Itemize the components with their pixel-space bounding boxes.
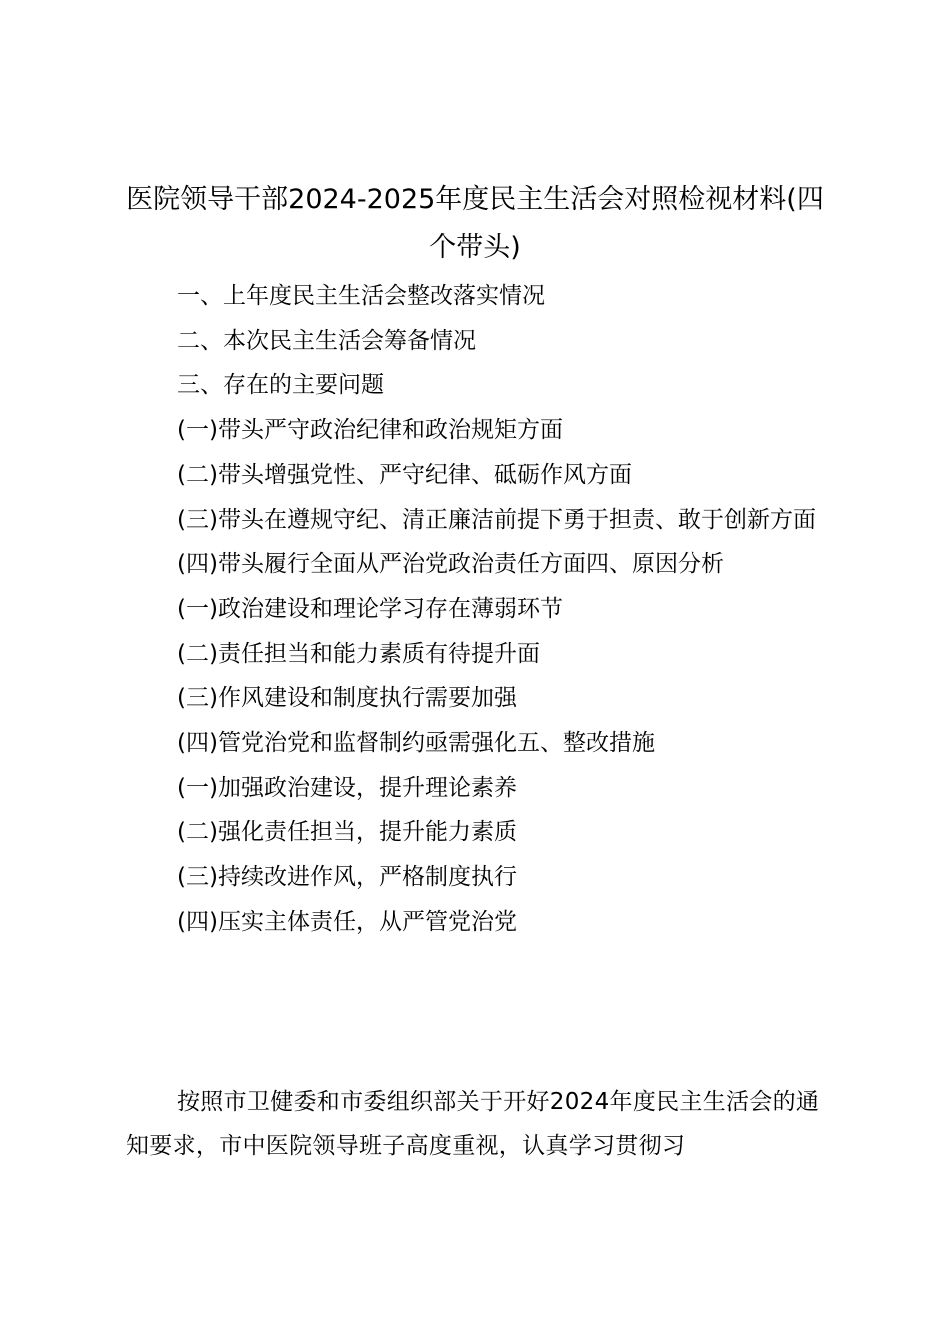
- outline-item: (二)带头增强党性、严守纪律、砥砺作风方面: [177, 461, 632, 488]
- outline-item: (二)强化责任担当，提升能力素质: [177, 819, 517, 846]
- outline-list: [126, 274, 826, 945]
- outline-item: 二、本次民主生活会筹备情况: [177, 327, 476, 354]
- outline-item: (四)压实主体责任，从严管党治党: [177, 908, 517, 935]
- outline-item: (四)带头履行全面从严治党政治责任方面四、原因分析: [177, 551, 724, 578]
- outline-item: (一)带头严守政治纪律和政治规矩方面: [177, 417, 563, 444]
- body-paragraph: 按照市卫健委和市委组织部关于开好2024年度民主生活会的通知要求，市中医院领导班子高度重视，认真学习贯彻习: [126, 1089, 820, 1159]
- document-title: 医院领导干部2024-2025年度民主生活会对照检视材料(四个带头): [126, 184, 824, 263]
- outline-item: (三)带头在遵规守纪、清正廉洁前提下勇于担责、敢于创新方面: [177, 506, 816, 533]
- outline-item: (一)政治建设和理论学习存在薄弱环节: [177, 595, 563, 622]
- outline-item: (四)管党治党和监督制约亟需强化五、整改措施: [177, 730, 655, 757]
- outline-item: (二)责任担当和能力素质有待提升面: [177, 640, 540, 667]
- outline-item: (三)持续改进作风，严格制度执行: [177, 864, 517, 891]
- outline-item: (一)加强政治建设，提升理论素养: [177, 774, 517, 801]
- outline-item: 三、存在的主要问题: [177, 372, 384, 399]
- outline-item: (三)作风建设和制度执行需要加强: [177, 685, 517, 712]
- outline-item: 一、上年度民主生活会整改落实情况: [177, 283, 545, 309]
